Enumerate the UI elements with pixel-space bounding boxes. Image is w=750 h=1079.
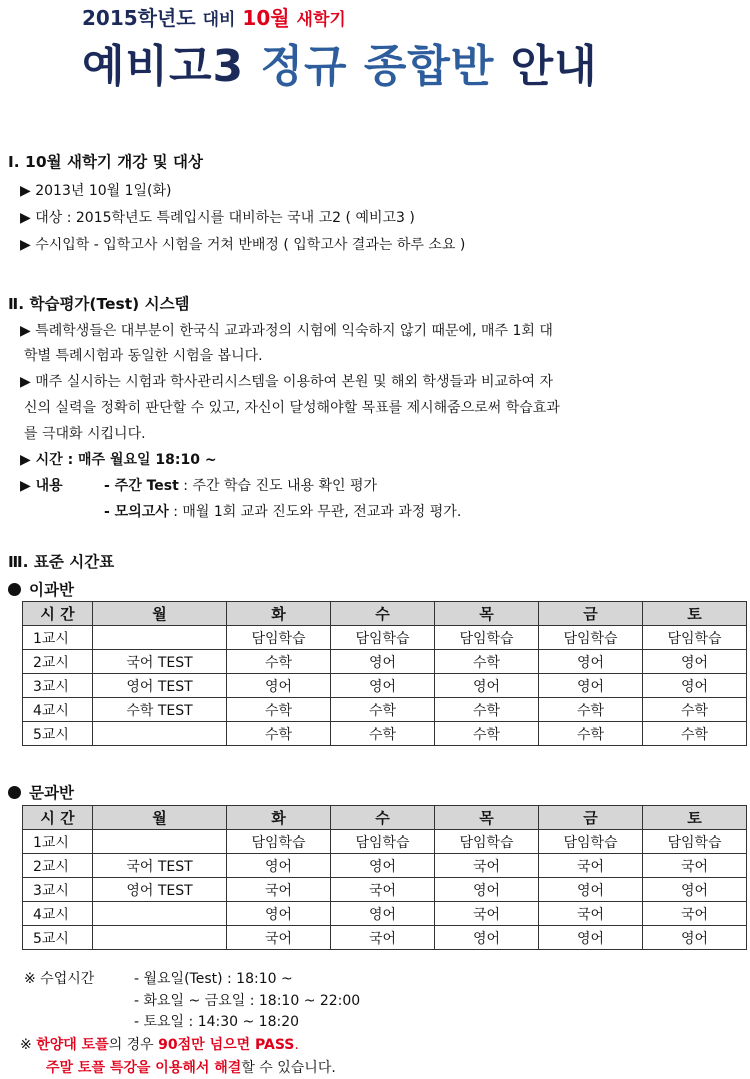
section2-para2-line: 신의 실력을 정확히 판단할 수 있고, 자신이 달성해야할 목표를 제시해줌으로써 학습효과	[24, 400, 560, 416]
weekly-test-desc: : 주간 학습 진도 내용 확인 평가	[183, 478, 377, 494]
title-part-b: 정규	[260, 41, 348, 92]
table-cell: 영어	[435, 878, 539, 902]
section2-para1-line: ▶ 특례학생들은 대부분이 한국식 교과과정의 시험에 익숙하지 않기 때문에, 매주 1회 대	[20, 323, 553, 339]
liberal-class-heading	[8, 781, 74, 803]
special-lecture-highlight: 주말 토플 특강을 이용해서 해결	[46, 1060, 242, 1076]
table-cell: 담임학습	[539, 830, 643, 854]
toefl-note-period: .	[294, 1037, 299, 1053]
toefl-note-text: 의 경우	[108, 1037, 154, 1053]
table-cell: 국어 TEST	[93, 854, 227, 878]
table-cell: 수학	[435, 722, 539, 746]
table-cell: 담임학습	[643, 830, 747, 854]
bullet-icon	[8, 583, 21, 596]
table-cell: 수학 TEST	[93, 698, 227, 722]
table-cell: 수학	[331, 722, 435, 746]
table-cell: 영어	[227, 854, 331, 878]
table-cell: 수학	[435, 698, 539, 722]
section2-para1-line: 학별 특례시험과 동일한 시험을 봅니다.	[24, 348, 263, 364]
table-cell: 영어	[227, 674, 331, 698]
table-cell	[93, 626, 227, 650]
table-cell: 국어	[435, 902, 539, 926]
header-cell: 수	[331, 602, 435, 626]
table-row	[23, 878, 747, 902]
mock-exam-desc: : 매월 1회 교과 진도와 무관, 전교과 과정 평가.	[173, 504, 462, 520]
table-row	[23, 902, 747, 926]
section2-content-mock	[104, 502, 461, 522]
table-cell: 영어	[435, 674, 539, 698]
table-cell: 영어	[331, 902, 435, 926]
table-cell: 국어 TEST	[93, 650, 227, 674]
toefl-note	[20, 1034, 299, 1054]
header-cell: 월	[93, 806, 227, 830]
table-cell: 담임학습	[227, 626, 331, 650]
table-cell: 국어	[539, 902, 643, 926]
table-cell	[93, 926, 227, 950]
table-row	[23, 698, 747, 722]
subtitle-year: 2015학년도	[82, 6, 196, 30]
toefl-note-school: 한양대 토플	[36, 1037, 109, 1053]
table-cell: 수학	[539, 698, 643, 722]
note-mark: ※	[20, 1037, 32, 1053]
table-cell: 담임학습	[643, 626, 747, 650]
table-cell: 1교시	[23, 830, 93, 854]
table-cell: 수학	[643, 698, 747, 722]
table-cell: 2교시	[23, 854, 93, 878]
table-cell	[93, 722, 227, 746]
table-cell: 국어	[227, 878, 331, 902]
table-header-row	[23, 806, 747, 830]
table-cell: 수학	[227, 698, 331, 722]
table-row	[23, 722, 747, 746]
liberal-timetable	[22, 805, 747, 950]
table-cell: 담임학습	[331, 830, 435, 854]
table-cell: 영어	[643, 926, 747, 950]
table-cell: 담임학습	[539, 626, 643, 650]
table-cell: 4교시	[23, 902, 93, 926]
table-cell: 수학	[331, 698, 435, 722]
table-cell: 담임학습	[227, 830, 331, 854]
section2-content-label: ▶ 내용	[20, 478, 63, 494]
header-cell: 목	[435, 602, 539, 626]
liberal-class-title: 문과반	[29, 784, 74, 802]
class-time-line: - 월요일(Test) : 18:10 ~	[134, 971, 293, 987]
table-cell: 영어 TEST	[93, 674, 227, 698]
table-cell: 국어	[227, 926, 331, 950]
table-cell: 영어	[539, 878, 643, 902]
toefl-note-score: 90점만 넘으면 PASS	[158, 1037, 295, 1053]
science-class-heading	[8, 578, 74, 600]
subtitle-term: 새학기	[296, 10, 346, 30]
mock-exam-label: - 모의고사	[104, 504, 169, 520]
table-cell: 수학	[435, 650, 539, 674]
table-cell: 영어 TEST	[93, 878, 227, 902]
table-cell: 영어	[331, 650, 435, 674]
table-cell: 영어	[331, 854, 435, 878]
table-cell: 영어	[643, 650, 747, 674]
table-cell: 국어	[643, 902, 747, 926]
weekly-test-label: - 주간 Test	[104, 478, 179, 494]
table-cell: 국어	[435, 854, 539, 878]
table-cell: 영어	[227, 902, 331, 926]
table-cell: 영어	[539, 650, 643, 674]
table-row	[23, 926, 747, 950]
section1-item: ▶ 2013년 10월 1일(화)	[20, 183, 172, 199]
title-part-a: 예비고3	[82, 41, 245, 92]
title-part-d: 안내	[510, 41, 598, 92]
subtitle-month: 10월	[242, 6, 290, 30]
table-cell: 1교시	[23, 626, 93, 650]
table-cell: 영어	[539, 674, 643, 698]
table-cell: 4교시	[23, 698, 93, 722]
header-cell: 화	[227, 806, 331, 830]
header-cell: 금	[539, 602, 643, 626]
table-cell: 담임학습	[435, 830, 539, 854]
class-time-label: ※ 수업시간	[24, 971, 95, 987]
table-cell: 수학	[643, 722, 747, 746]
section2-heading: Ⅱ. 학습평가(Test) 시스템	[8, 295, 190, 313]
title-part-c: 종합반	[363, 41, 495, 92]
table-cell: 수학	[539, 722, 643, 746]
class-time-line: - 토요일 : 14:30 ~ 18:20	[134, 1014, 300, 1030]
table-cell	[93, 902, 227, 926]
table-cell: 국어	[331, 878, 435, 902]
table-cell: 수학	[227, 722, 331, 746]
table-row	[23, 830, 747, 854]
section1-item: ▶ 수시입학 - 입학고사 시험을 거쳐 반배정 ( 입학고사 결과는 하루 소요 )	[20, 237, 466, 253]
class-time-line: - 화요일 ~ 금요일 : 18:10 ~ 22:00	[134, 993, 361, 1009]
section2-content-weekly	[104, 476, 377, 496]
header-cell: 토	[643, 602, 747, 626]
table-row	[23, 650, 747, 674]
table-row	[23, 854, 747, 878]
table-header-row	[23, 602, 747, 626]
section3-heading: Ⅲ. 표준 시간표	[8, 553, 115, 571]
header-cell: 시 간	[23, 602, 93, 626]
header-cell: 목	[435, 806, 539, 830]
special-lecture-note	[46, 1057, 336, 1077]
table-cell: 5교시	[23, 722, 93, 746]
science-timetable	[22, 601, 747, 746]
table-cell	[93, 830, 227, 854]
subtitle	[82, 2, 346, 31]
section1-heading: Ⅰ. 10월 새학기 개강 및 대상	[8, 153, 203, 171]
table-cell: 영어	[435, 926, 539, 950]
table-cell: 영어	[643, 674, 747, 698]
page-title	[82, 30, 598, 94]
special-lecture-text: 할 수 있습니다.	[241, 1060, 336, 1076]
bullet-icon	[8, 786, 21, 799]
table-cell: 담임학습	[435, 626, 539, 650]
table-cell: 담임학습	[331, 626, 435, 650]
table-cell: 영어	[539, 926, 643, 950]
table-cell: 5교시	[23, 926, 93, 950]
table-cell: 3교시	[23, 878, 93, 902]
table-row	[23, 674, 747, 698]
header-cell: 토	[643, 806, 747, 830]
section1-item: ▶ 대상 : 2015학년도 특례입시를 대비하는 국내 고2 ( 예비고3 )	[20, 210, 415, 226]
table-row	[23, 626, 747, 650]
table-cell: 국어	[331, 926, 435, 950]
header-cell: 시 간	[23, 806, 93, 830]
science-class-title: 이과반	[29, 581, 74, 599]
table-cell: 국어	[539, 854, 643, 878]
section2-time: ▶ 시간 : 매주 월요일 18:10 ~	[20, 452, 217, 468]
table-cell: 영어	[331, 674, 435, 698]
table-cell: 영어	[643, 878, 747, 902]
section2-para2-line: 를 극대화 시킵니다.	[24, 426, 146, 442]
table-cell: 2교시	[23, 650, 93, 674]
header-cell: 금	[539, 806, 643, 830]
header-cell: 화	[227, 602, 331, 626]
table-cell: 3교시	[23, 674, 93, 698]
header-cell: 수	[331, 806, 435, 830]
section2-para2-line: ▶ 매주 실시하는 시험과 학사관리시스템을 이용하여 본원 및 해외 학생들과 비교하여 자	[20, 374, 554, 390]
subtitle-prep: 대비	[202, 10, 236, 30]
table-cell: 국어	[643, 854, 747, 878]
header-cell: 월	[93, 602, 227, 626]
table-cell: 수학	[227, 650, 331, 674]
